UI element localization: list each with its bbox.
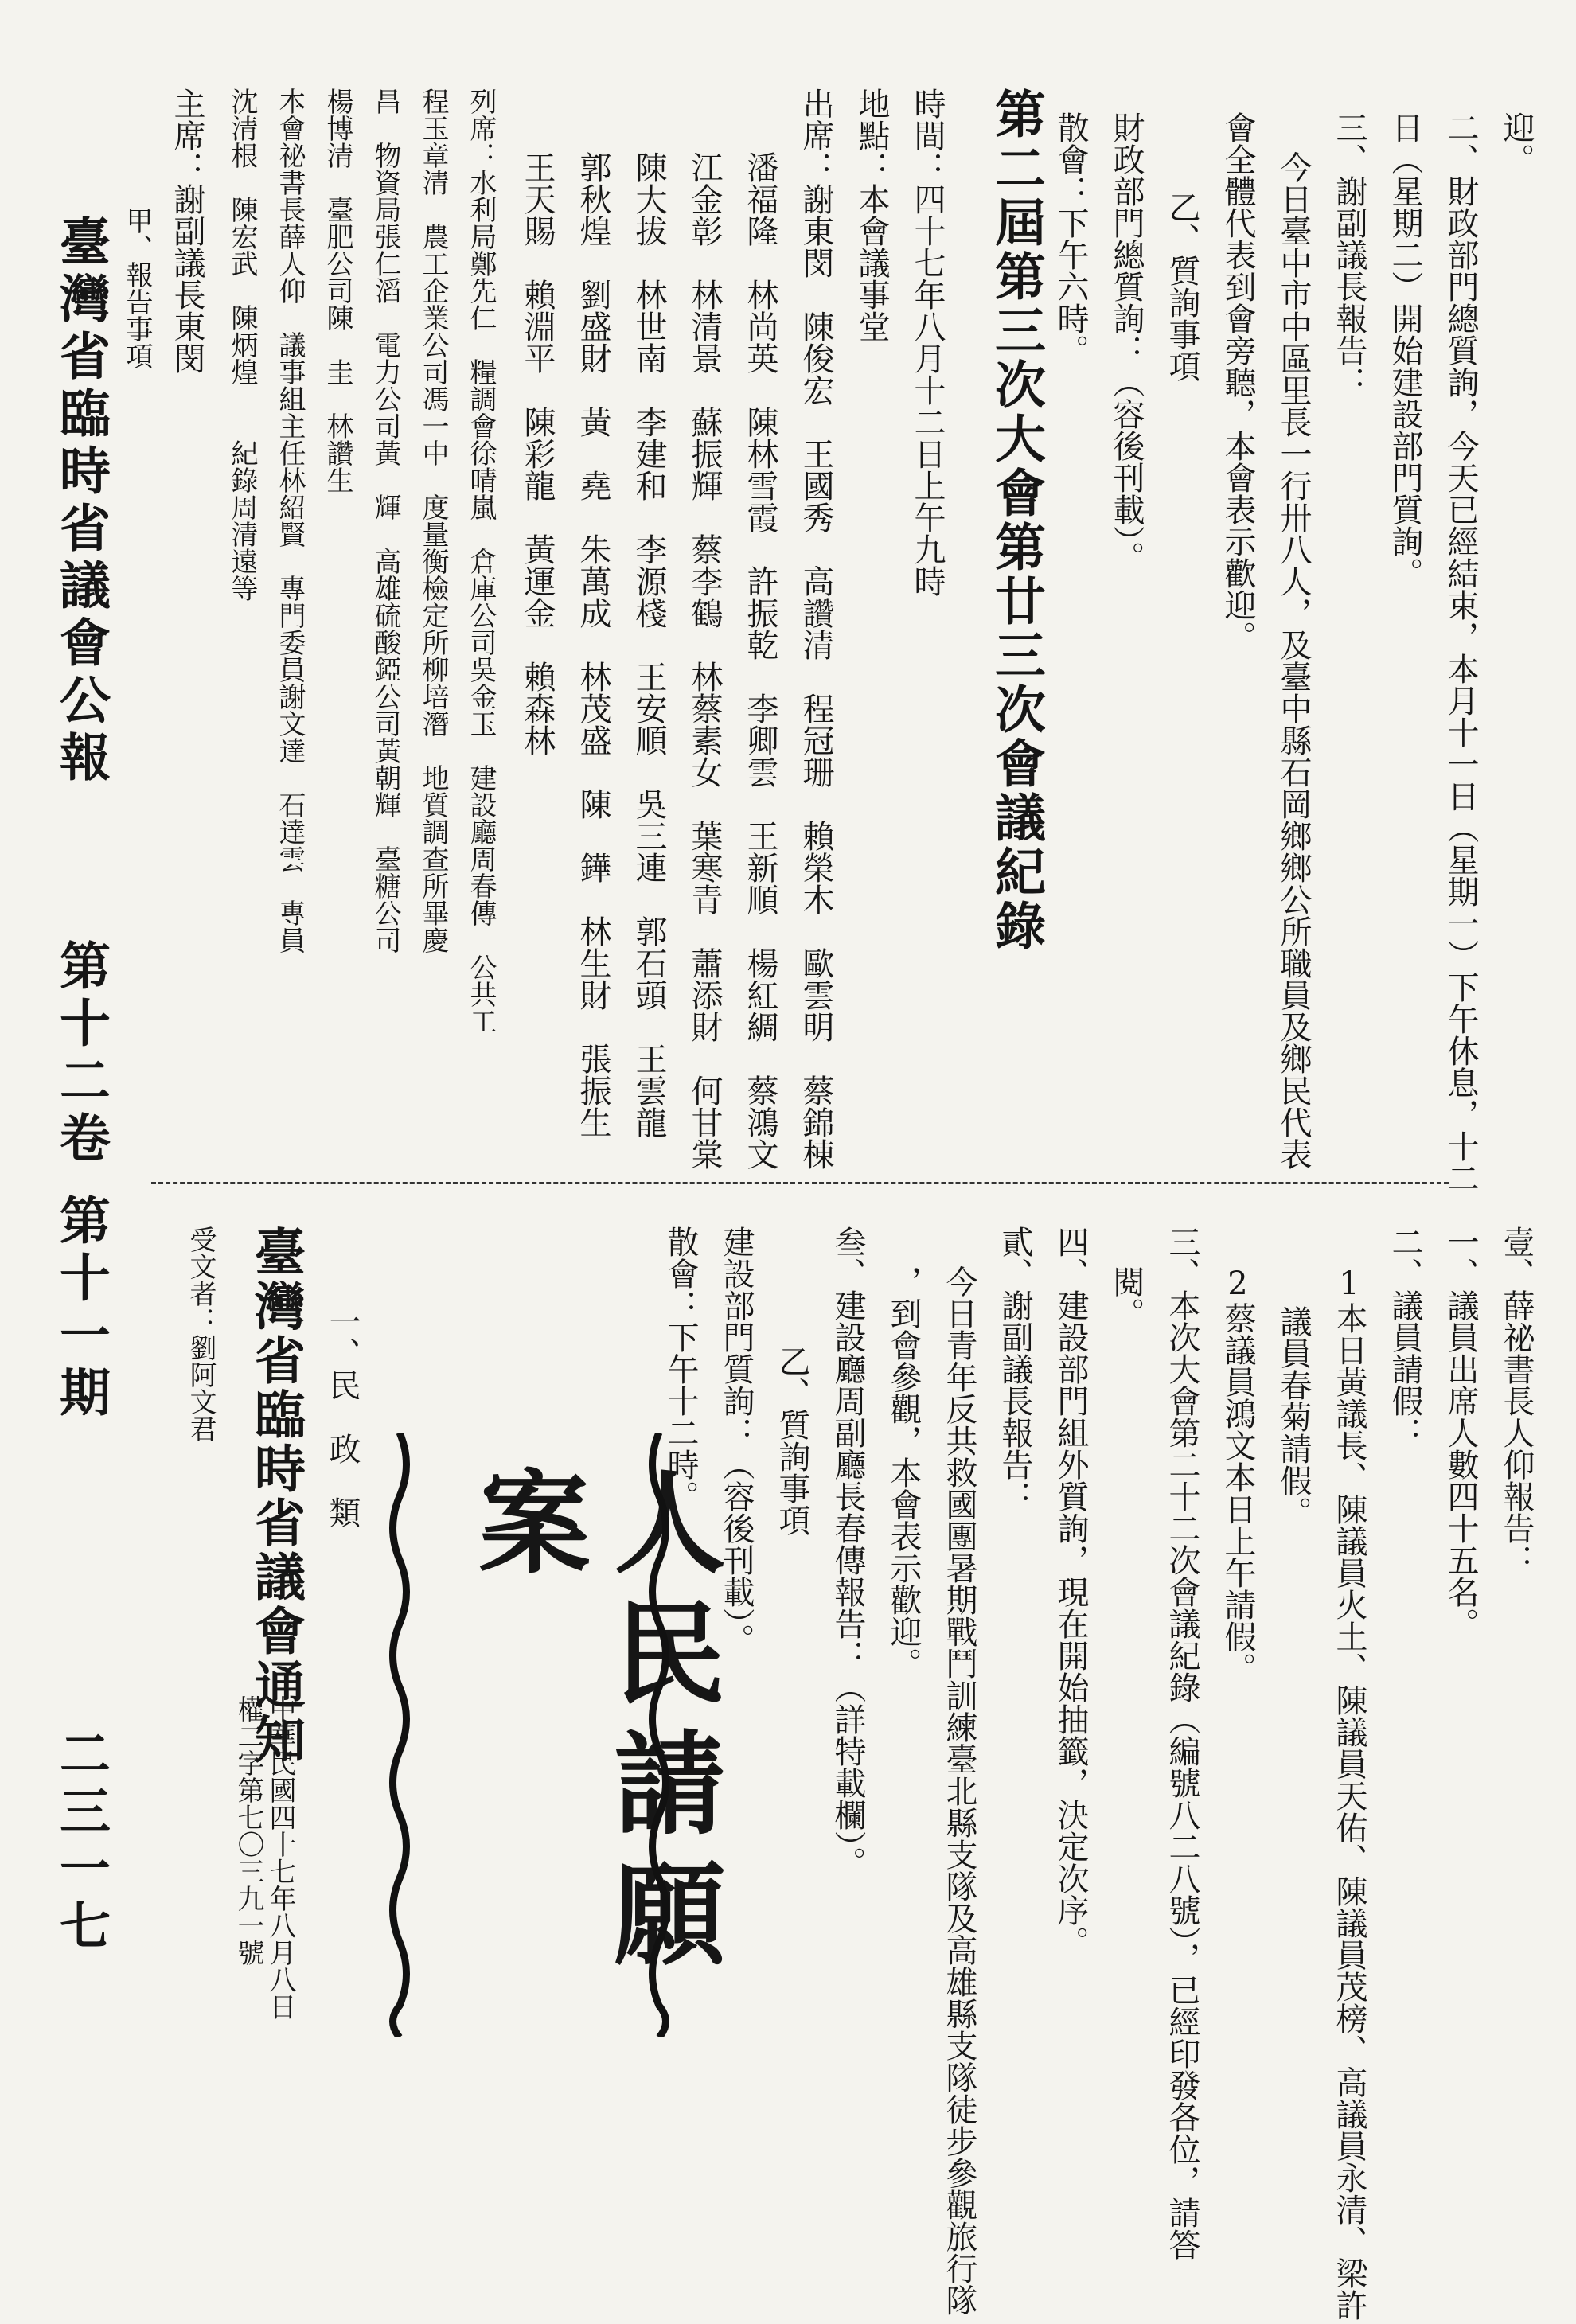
recipient: 受文者：劉阿文君: [185, 1226, 217, 1442]
bottom-col: 貳、謝副議長報告：: [997, 1226, 1033, 1512]
issue-label: 第十一期: [51, 1194, 111, 1423]
attendees-line: 出席：謝東閔 陳俊宏 王國秀 高讚清 程冠珊 賴榮木 歐雲明 蔡錦棟: [798, 88, 834, 1170]
chairperson: 主席：謝副議長東閔: [169, 88, 205, 374]
bottom-col: 四、建設部門組外質詢，現在開始抽籤，決定次序。: [1052, 1226, 1089, 1958]
bottom-col: 散會：下午十二時。: [662, 1226, 699, 1512]
bottom-col: 閱。: [1108, 1265, 1145, 1329]
top-col: 財政部門總質詢：（容後刊載）。: [1108, 111, 1145, 573]
top-col: 散會：下午六時。: [1052, 111, 1089, 366]
attendees-line: 江金彰 林清景 蘇振輝 蔡李鶴 林蔡素女 葉寒青 蕭添財 何甘棠: [686, 151, 723, 1170]
petition-banner-title: 人民請願案: [460, 1464, 726, 1987]
notice-number: 權二字第七〇三九一號: [232, 1695, 264, 1966]
top-col: 今日臺中市中區里長一行卅八人，及臺中縣石岡鄉鄉公所職員及鄉民代表: [1275, 151, 1312, 1170]
top-col: 迎。: [1498, 111, 1535, 175]
notice-date: 中華民國四十七年八月八日: [264, 1695, 296, 2020]
bottom-col: 三、本次大會第二十二次會議紀錄（編號八二八號），已經印發各位，請答: [1164, 1226, 1200, 2260]
minutes-place: 地點：本會議事堂: [853, 88, 890, 342]
bottom-col: 建設部門質詢：（容後刊載）。: [718, 1226, 755, 1655]
report-heading: 甲、報告事項: [121, 207, 153, 369]
observers-line: 列席：水利局鄭先仁 糧調會徐晴嵐 倉庫公司吳金玉 建設廳周春傳 公共工: [465, 88, 497, 1035]
bottom-col: 1本日黃議長、陳議員火土、陳議員天佑、陳議員茂榜、高議員永清、梁許: [1331, 1265, 1367, 2321]
journal-title: 臺灣省臨時省議會公報: [51, 215, 111, 788]
bottom-col: 今日青年反共救國團暑期戰鬥訓練臺北縣支隊及高雄縣支隊徒步參觀旅行隊: [941, 1265, 977, 2316]
bottom-col: 二、議員請假：: [1387, 1226, 1423, 1449]
minutes-title: 第二屆第三次大會第廿三次會議紀錄: [986, 88, 1046, 953]
bottom-col: 一、議員出席人數四十五名。: [1442, 1226, 1479, 1640]
banner-ornament-icon: [386, 1433, 413, 2037]
observers-line: 程玉章清 農工企業公司馮一中 度量衡檢定所柳培潛 地質調查所畢慶: [417, 88, 449, 953]
observers-line: 沈清根 陳宏武 陳炳煌 紀錄周清遠等: [226, 88, 258, 602]
attendees-line: 王天賜 賴淵平 陳彩龍 黃運金 賴森林: [519, 151, 556, 756]
top-col: 二、財政部門總質詢，今天已經結束，本月十一日（星期一）下午休息，十二: [1442, 111, 1479, 1194]
banner-ornament-icon: [646, 1433, 673, 2037]
top-col: 會全體代表到會旁聽，本會表示歡迎。: [1219, 111, 1256, 653]
top-col: 日（星期二）開始建設部門質詢。: [1387, 111, 1423, 589]
observers-line: 楊博清 臺肥公司陳 圭 林讚生: [322, 88, 353, 493]
section-divider: [151, 1182, 1449, 1184]
bottom-col: 叁、建設廳周副廳長春傳報告：（詳特載欄）。: [829, 1226, 866, 1878]
bottom-col: 壹、薛祕書長人仰報告：: [1498, 1226, 1535, 1576]
attendees-line: 郭秋煌 劉盛財 黃 堯 朱萬成 林茂盛 陳 鏵 林生財 張振生: [575, 151, 611, 1138]
volume-label: 第十二卷: [51, 939, 111, 1168]
observers-line: 本會祕書長薛人仰 議事組主任林紹賢 專門委員謝文達 石達雲 專員: [274, 88, 306, 953]
petition-banner: [386, 1433, 726, 2037]
top-col: 三、謝副議長報告：: [1331, 111, 1367, 398]
attendees-line: 潘福隆 林尚英 陳林雪霞 許振乾 李卿雲 王新順 楊紅綢 蔡鴻文: [742, 151, 778, 1170]
minutes-time: 時間：四十七年八月十二日上午九時: [909, 88, 946, 597]
notice-title: 臺灣省臨時省議會通知: [246, 1226, 306, 1767]
observers-line: 昌 物資局張仁滔 電力公司黃 輝 高雄硫酸錏公司黃朝輝 臺糖公司: [369, 88, 401, 953]
bottom-col: ，到會參觀，本會表示歡迎。: [885, 1265, 922, 1679]
attendees-line: 陳大拔 林世南 李建和 李源棧 王安順 吳三連 郭石頭 王雲龍: [630, 151, 667, 1138]
bottom-col: 議員春菊請假。: [1275, 1305, 1312, 1528]
category-label: 一、民 政 類: [324, 1305, 361, 1528]
top-col: 乙、質詢事項: [1164, 191, 1200, 382]
bottom-col: 2蔡議員鴻文本日上午請假。: [1219, 1265, 1256, 1684]
bottom-col: 乙、質詢事項: [774, 1345, 810, 1536]
page-number: 二三一七: [51, 1727, 111, 1956]
